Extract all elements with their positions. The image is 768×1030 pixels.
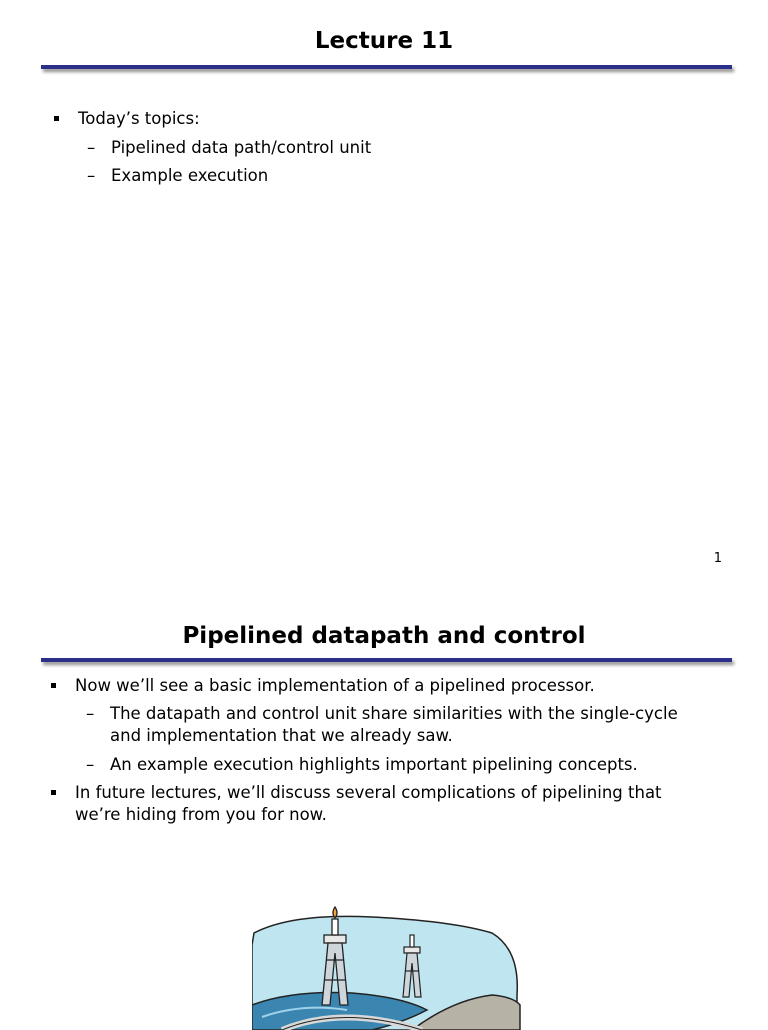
page-number: 1: [713, 551, 722, 566]
bullet-text-line: we’re hiding from you for now.: [75, 805, 327, 824]
dash-icon: –: [87, 138, 96, 157]
topic-list: [78, 108, 200, 130]
slide-title: Pipelined datapath and control: [182, 623, 586, 649]
square-bullet-icon: [54, 116, 59, 121]
square-bullet-icon: [51, 790, 56, 795]
title-divider: [41, 658, 732, 662]
dash-icon: –: [87, 166, 96, 185]
bullet-item: [78, 108, 200, 130]
slide-2: [0, 595, 768, 1024]
bullet-text: Now we’ll see a basic implementation of a pipelined processor.: [75, 676, 595, 695]
sub-bullet-item: [87, 165, 269, 187]
sub-bullet-text-line: The datapath and control unit share similarities with the single-cycle: [110, 704, 678, 723]
slide-title: Lecture 11: [314, 28, 454, 54]
sub-bullet-item: [86, 703, 678, 747]
sub-bullet-text: Example execution: [111, 166, 269, 185]
sub-bullet-text: Pipelined data path/control unit: [111, 138, 372, 157]
title-divider: [41, 65, 732, 69]
bullet-item: [75, 675, 595, 697]
dash-icon: –: [86, 755, 95, 774]
square-bullet-icon: [51, 683, 56, 688]
oil-rigs-illustration-icon: [252, 905, 522, 1030]
dash-icon: –: [86, 704, 95, 723]
sub-bullet-text-line: and implementation that we already saw.: [110, 726, 453, 745]
bullet-item: [75, 782, 662, 826]
sub-bullet-text: An example execution highlights important pipelining concepts.: [110, 755, 638, 774]
sub-bullet-item: [87, 137, 372, 159]
bullet-text-line: In future lectures, we’ll discuss several complications of pipelining that: [75, 783, 662, 802]
bullet-text: Today’s topics:: [78, 109, 200, 128]
sub-bullet-item: [86, 754, 638, 776]
